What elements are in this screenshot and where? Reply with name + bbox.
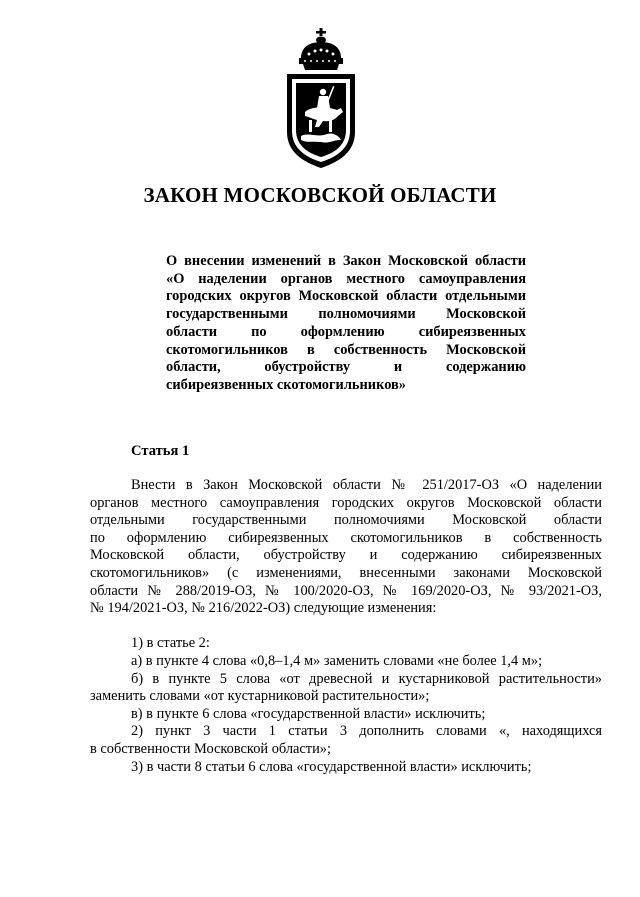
body-line: 2) пункт 3 части 1 статьи 3 дополнить словами «, находящихся [131, 723, 602, 740]
amendment-item [90, 671, 602, 706]
body-line: заменить словами «от кустарниковой растительности»; [90, 688, 430, 705]
subtitle-line: «О наделении органов местного самоуправления [166, 270, 526, 287]
subtitle-line: городских округов Московской области отдельными [166, 288, 526, 305]
body-line: в) в пункте 6 слова «государственной власти» исключить; [131, 705, 486, 722]
subtitle-line: О внесении изменений в Закон Московской области [166, 253, 526, 269]
amendment-item [90, 723, 602, 758]
body-line: скотомогильников» (с изменениями, внесенными законами Московской [90, 564, 602, 581]
document-body [90, 477, 602, 776]
body-line: органов местного самоуправления городских округов Московской области [90, 494, 602, 511]
amendment-item [90, 635, 602, 653]
body-line: Внести в Закон Московской области № 251/2017-ОЗ «О наделении [131, 477, 602, 493]
subtitle-line: области по оформлению сибиреязвенных [166, 323, 526, 340]
body-line: Московской области, обустройству и содержанию сибиреязвенных [90, 547, 602, 564]
document-title: ЗАКОН МОСКОВСКОЙ ОБЛАСТИ [143, 183, 497, 207]
body-line: а) в пункте 4 слова «0,8–1,4 м» заменить словами «не более 1,4 м»; [131, 652, 543, 669]
subtitle-line: области, обустройству и содержанию [166, 359, 526, 376]
article-heading: Статья 1 [131, 443, 190, 459]
amendment-item [90, 759, 602, 777]
body-line: в собственности Московской области»; [90, 740, 331, 757]
amendment-item [90, 706, 602, 724]
body-line: области № 288/2019-ОЗ, № 100/2020-ОЗ, № 169/2020-ОЗ, № 93/2021-ОЗ, [90, 582, 602, 599]
law-subtitle [166, 253, 526, 395]
body-line: 1) в статье 2: [131, 635, 210, 652]
coat-of-arms-emblem [283, 28, 359, 168]
intro-paragraph [90, 477, 602, 618]
subtitle-line: скотомогильников в собственность Московской [166, 341, 526, 358]
amendment-item [90, 653, 602, 671]
body-line: по оформлению сибиреязвенных скотомогильников в собственность [90, 529, 602, 546]
body-line: отдельными государственными полномочиями Московской области [90, 512, 602, 529]
body-line: б) в пункте 5 слова «от древесной и кустарниковой растительности» [131, 670, 602, 687]
subtitle-line: государственными полномочиями Московской [166, 306, 526, 323]
body-line: 3) в части 8 статьи 6 слова «государственной власти» исключить; [131, 758, 532, 775]
subtitle-line: сибиреязвенных скотомогильников» [166, 376, 406, 393]
body-line: № 194/2021-ОЗ, № 216/2022-ОЗ) следующие изменения: [90, 600, 437, 617]
